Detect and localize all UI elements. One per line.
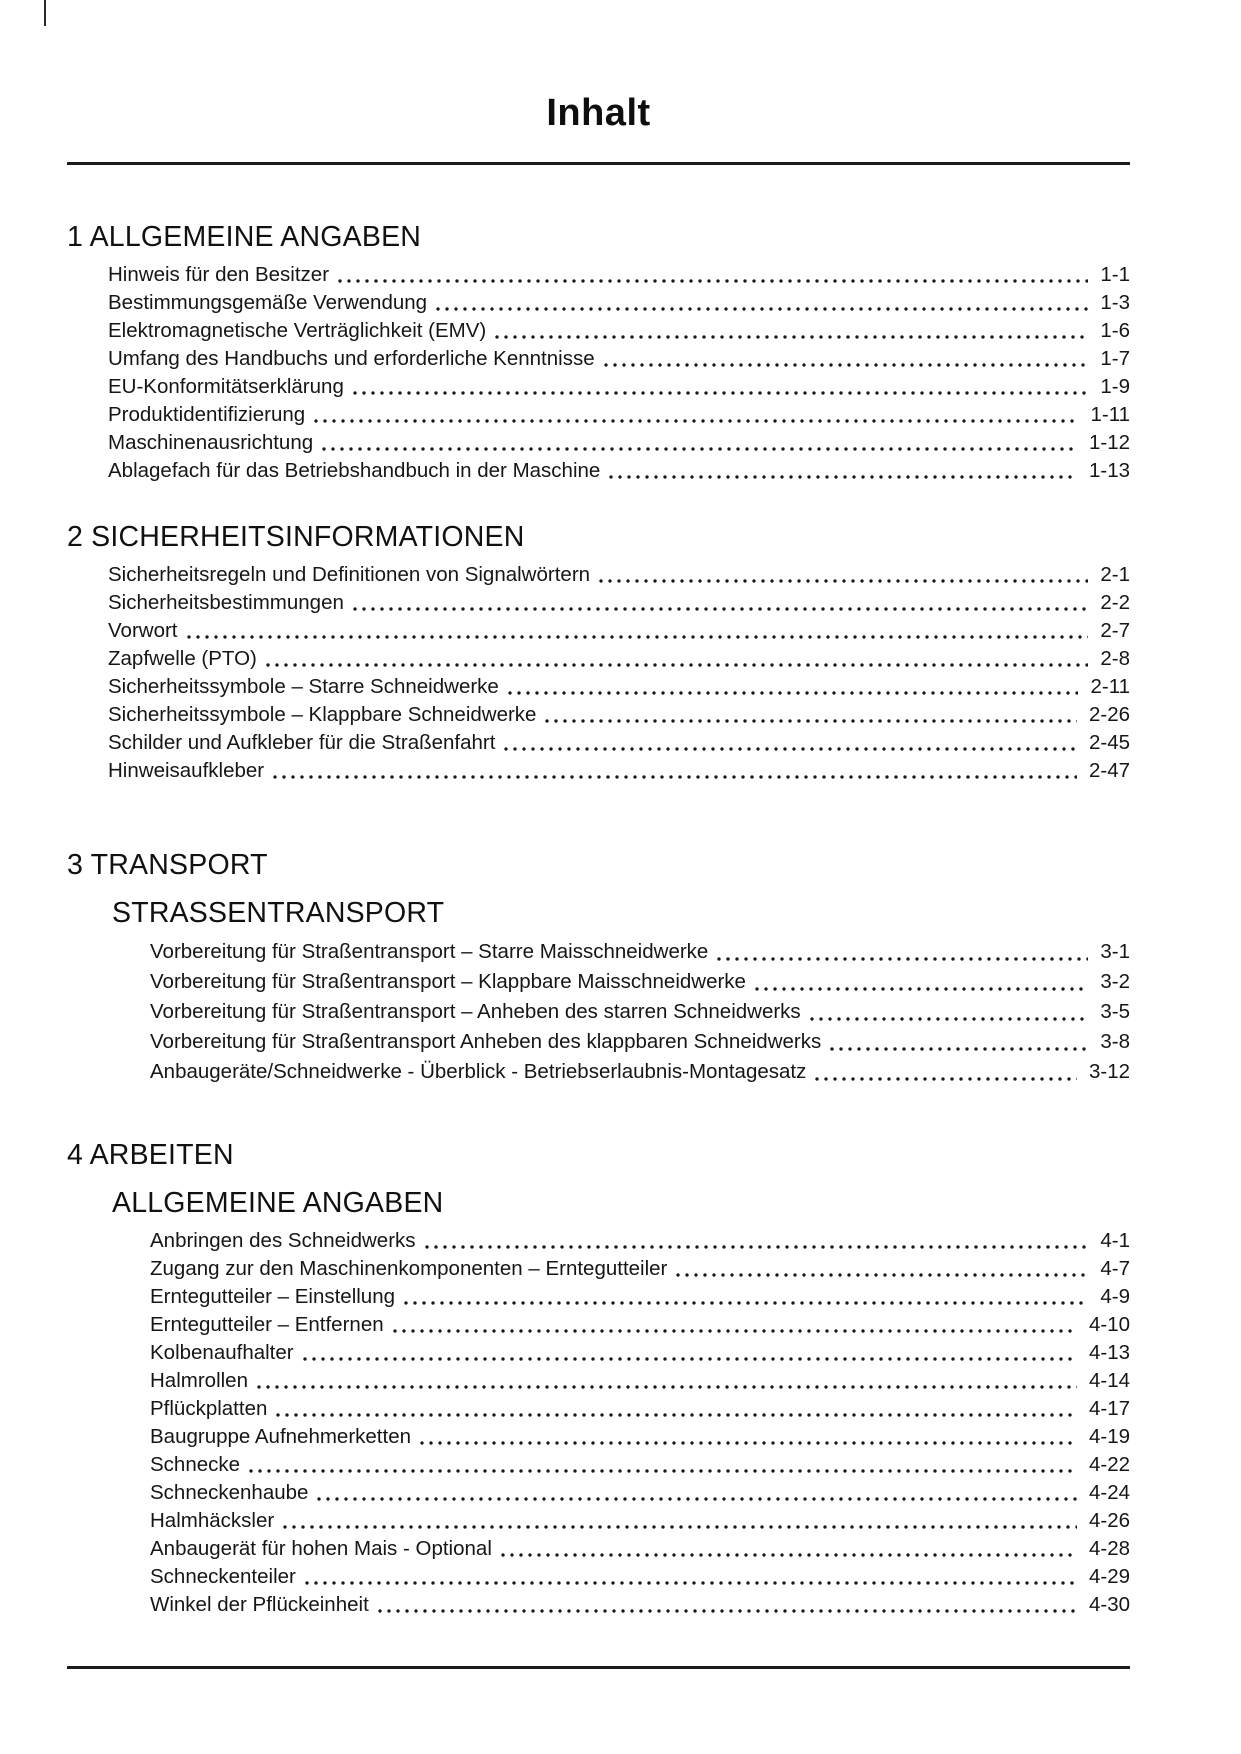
toc-entry-page: 4-22 [1088,1453,1130,1476]
section-heading: 2 SICHERHEITSINFORMATIONEN [67,521,525,553]
toc-entry-label: Sicherheitsbestimmungen [108,591,344,614]
toc-entry [108,429,1130,457]
toc-entry [108,345,1130,373]
footer-divider [67,1666,1130,1669]
toc-entry-label: Bestimmungsgemäße Verwendung [108,291,428,314]
toc-leader-dots [604,363,1089,367]
toc-entry [108,589,1130,617]
toc-entry-label: Vorwort [108,619,178,642]
toc-entry-label: Hinweisaufkleber [108,759,265,782]
toc-entry-page: 4-30 [1088,1593,1130,1616]
toc-leader-dots [353,391,1089,395]
toc-entry [150,997,1130,1027]
toc-entry [150,937,1130,967]
toc-entry-page: 1-13 [1088,459,1130,482]
toc-entry-page: 2-26 [1088,703,1130,726]
toc-leader-dots [609,475,1077,479]
toc-leader-dots [717,957,1088,961]
toc-leader-dots [317,1497,1077,1501]
toc-content [67,0,1130,1619]
toc-entry-page: 3-12 [1088,1060,1130,1083]
toc-entry-label: EU-Konformitätserklärung [108,375,344,398]
toc-entry [108,673,1130,701]
toc-entry-label: Anbaugeräte/Schneidwerke - Überblick - Betriebserlaubnis-Montagesatz [150,1060,807,1083]
toc-leader-dots [495,335,1088,339]
toc-entry-page: 4-14 [1088,1369,1130,1392]
toc-leader-dots [187,635,1089,639]
toc-leader-dots [676,1273,1088,1277]
toc-leader-dots [314,419,1078,423]
toc-entry [150,1283,1130,1311]
section-subheading: ALLGEMEINE ANGABEN [112,1187,444,1219]
toc-entry [108,373,1130,401]
toc-leader-dots [425,1245,1089,1249]
toc-entry-page: 1-11 [1090,403,1130,426]
toc-entry-page: 3-1 [1100,940,1130,963]
toc-sections [67,219,1130,1619]
toc-entry-page: 4-10 [1088,1313,1130,1336]
toc-leader-dots [276,1413,1077,1417]
toc-entry [108,645,1130,673]
toc-entry-page: 4-17 [1088,1397,1130,1420]
toc-leader-dots [508,691,1079,695]
toc-entry [150,1367,1130,1395]
toc-entry-page: 3-2 [1100,970,1130,993]
title-divider [67,162,1130,165]
toc-entry-label: Ablagefach für das Betriebshandbuch in der Maschine [108,459,601,482]
toc-entry-label: Vorbereitung für Straßentransport – Klappbare Maisschneidwerke [150,970,746,993]
toc-entry [150,1479,1130,1507]
toc-entry-page: 4-13 [1088,1341,1130,1364]
toc-leader-dots [504,747,1077,751]
toc-leader-dots [249,1469,1077,1473]
toc-entry-label: Zapfwelle (PTO) [108,647,257,670]
toc-entry [108,401,1130,429]
toc-entry-page: 3-5 [1100,1000,1130,1023]
toc-entry-label: Kolbenaufhalter [150,1341,294,1364]
section-entries [150,937,1130,1087]
toc-entry-label: Hinweis für den Besitzer [108,263,330,286]
toc-entry-label: Baugruppe Aufnehmerketten [150,1425,411,1448]
toc-leader-dots [338,279,1088,283]
toc-entry-page: 4-24 [1088,1481,1130,1504]
toc-leader-dots [599,579,1088,583]
toc-entry-label: Produktidentifizierung [108,403,306,426]
toc-entry-label: Erntegutteiler – Einstellung [150,1285,396,1308]
toc-entry-page: 1-3 [1100,291,1130,314]
toc-entry [150,1057,1130,1087]
toc-leader-dots [266,663,1089,667]
toc-entry-page: 1-6 [1100,319,1130,342]
toc-entry [150,1563,1130,1591]
toc-entry-page: 3-8 [1100,1030,1130,1053]
toc-entry-page: 1-7 [1100,347,1130,370]
toc-leader-dots [420,1441,1077,1445]
toc-entry-page: 1-9 [1100,375,1130,398]
toc-entry-page: 2-47 [1088,759,1130,782]
toc-entry-page: 4-1 [1100,1229,1130,1252]
toc-entry-label: Pflückplatten [150,1397,268,1420]
toc-entry-page: 2-7 [1100,619,1130,642]
toc-leader-dots [545,719,1077,723]
toc-entry-label: Schnecke [150,1453,241,1476]
toc-entry-label: Erntegutteiler – Entfernen [150,1313,384,1336]
toc-entry [150,1227,1130,1255]
section-entries [108,261,1130,485]
toc-entry-label: Schilder und Aufkleber für die Straßenfahrt [108,731,496,754]
page-title: Inhalt [546,92,651,134]
toc-entry [108,317,1130,345]
toc-entry-page: 4-7 [1100,1257,1130,1280]
toc-entry [150,1451,1130,1479]
toc-entry-page: 4-29 [1088,1565,1130,1588]
toc-entry-label: Sicherheitssymbole – Klappbare Schneidwerke [108,703,537,726]
toc-leader-dots [393,1329,1077,1333]
toc-section-transport [67,847,1130,1087]
scan-crop-mark [44,0,46,26]
toc-entry [108,289,1130,317]
toc-entry-label: Vorbereitung für Straßentransport Anheben des klappbaren Schneidwerks [150,1030,822,1053]
toc-entry-label: Sicherheitsregeln und Definitionen von Signalwörtern [108,563,591,586]
toc-entry-page: 4-9 [1100,1285,1130,1308]
toc-entry-label: Halmhäcksler [150,1509,275,1532]
toc-entry [150,1423,1130,1451]
toc-entry [150,1311,1130,1339]
toc-section-arbeiten [67,1137,1130,1619]
toc-entry [108,729,1130,757]
section-entries [150,1227,1130,1619]
toc-entry [108,617,1130,645]
toc-entry-page: 4-28 [1088,1537,1130,1560]
toc-leader-dots [755,987,1088,991]
toc-entry-page: 1-1 [1100,263,1130,286]
toc-entry [108,701,1130,729]
toc-entry [150,1027,1130,1057]
toc-leader-dots [810,1017,1089,1021]
toc-leader-dots [378,1609,1077,1613]
toc-entry [150,1339,1130,1367]
toc-entry-label: Sicherheitssymbole – Starre Schneidwerke [108,675,499,698]
toc-leader-dots [501,1553,1077,1557]
toc-entry-page: 4-26 [1088,1509,1130,1532]
toc-leader-dots [283,1525,1077,1529]
toc-entry-label: Schneckenteiler [150,1565,296,1588]
toc-entry-label: Winkel der Pflückeinheit [150,1593,369,1616]
toc-entry [150,1535,1130,1563]
section-heading: 1 ALLGEMEINE ANGABEN [67,221,422,253]
toc-entry-label: Halmrollen [150,1369,248,1392]
toc-entry [108,457,1130,485]
toc-entry-label: Umfang des Handbuchs und erforderliche Kenntnisse [108,347,595,370]
toc-entry-label: Anbaugerät für hohen Mais - Optional [150,1537,492,1560]
toc-entry-label: Maschinenausrichtung [108,431,314,454]
section-heading: 4 ARBEITEN [67,1139,234,1171]
toc-leader-dots [436,307,1088,311]
toc-entry [150,1591,1130,1619]
toc-leader-dots [815,1077,1077,1081]
toc-entry-label: Zugang zur den Maschinenkomponenten – Erntegutteiler [150,1257,668,1280]
toc-entry-page: 2-1 [1100,563,1130,586]
toc-entry [108,757,1130,785]
toc-section-allgemeine-angaben [67,219,1130,485]
toc-leader-dots [305,1581,1077,1585]
toc-entry [108,561,1130,589]
toc-entry-label: Elektromagnetische Verträglichkeit (EMV) [108,319,487,342]
toc-entry-label: Vorbereitung für Straßentransport – Starre Maisschneidwerke [150,940,709,963]
toc-leader-dots [830,1047,1088,1051]
toc-entry-label: Vorbereitung für Straßentransport – Anheben des starren Schneidwerks [150,1000,801,1023]
toc-entry-page: 2-2 [1100,591,1130,614]
toc-entry [150,967,1130,997]
toc-leader-dots [273,775,1077,779]
toc-entry-page: 2-11 [1090,675,1130,698]
toc-entry [150,1507,1130,1535]
toc-leader-dots [353,607,1088,611]
toc-entry [150,1395,1130,1423]
toc-leader-dots [303,1357,1077,1361]
toc-leader-dots [257,1385,1077,1389]
toc-entry-page: 2-8 [1100,647,1130,670]
section-entries [108,561,1130,785]
section-subheading: STRASSENTRANSPORT [112,897,445,929]
toc-entry-label: Anbringen des Schneidwerks [150,1229,416,1252]
toc-entry [150,1255,1130,1283]
section-heading: 3 TRANSPORT [67,849,268,881]
toc-entry [108,261,1130,289]
toc-leader-dots [404,1301,1088,1305]
toc-entry-page: 1-12 [1088,431,1130,454]
toc-entry-label: Schneckenhaube [150,1481,309,1504]
toc-entry-page: 4-19 [1088,1425,1130,1448]
toc-entry-page: 2-45 [1088,731,1130,754]
toc-leader-dots [322,447,1077,451]
toc-section-sicherheitsinformationen [67,519,1130,785]
